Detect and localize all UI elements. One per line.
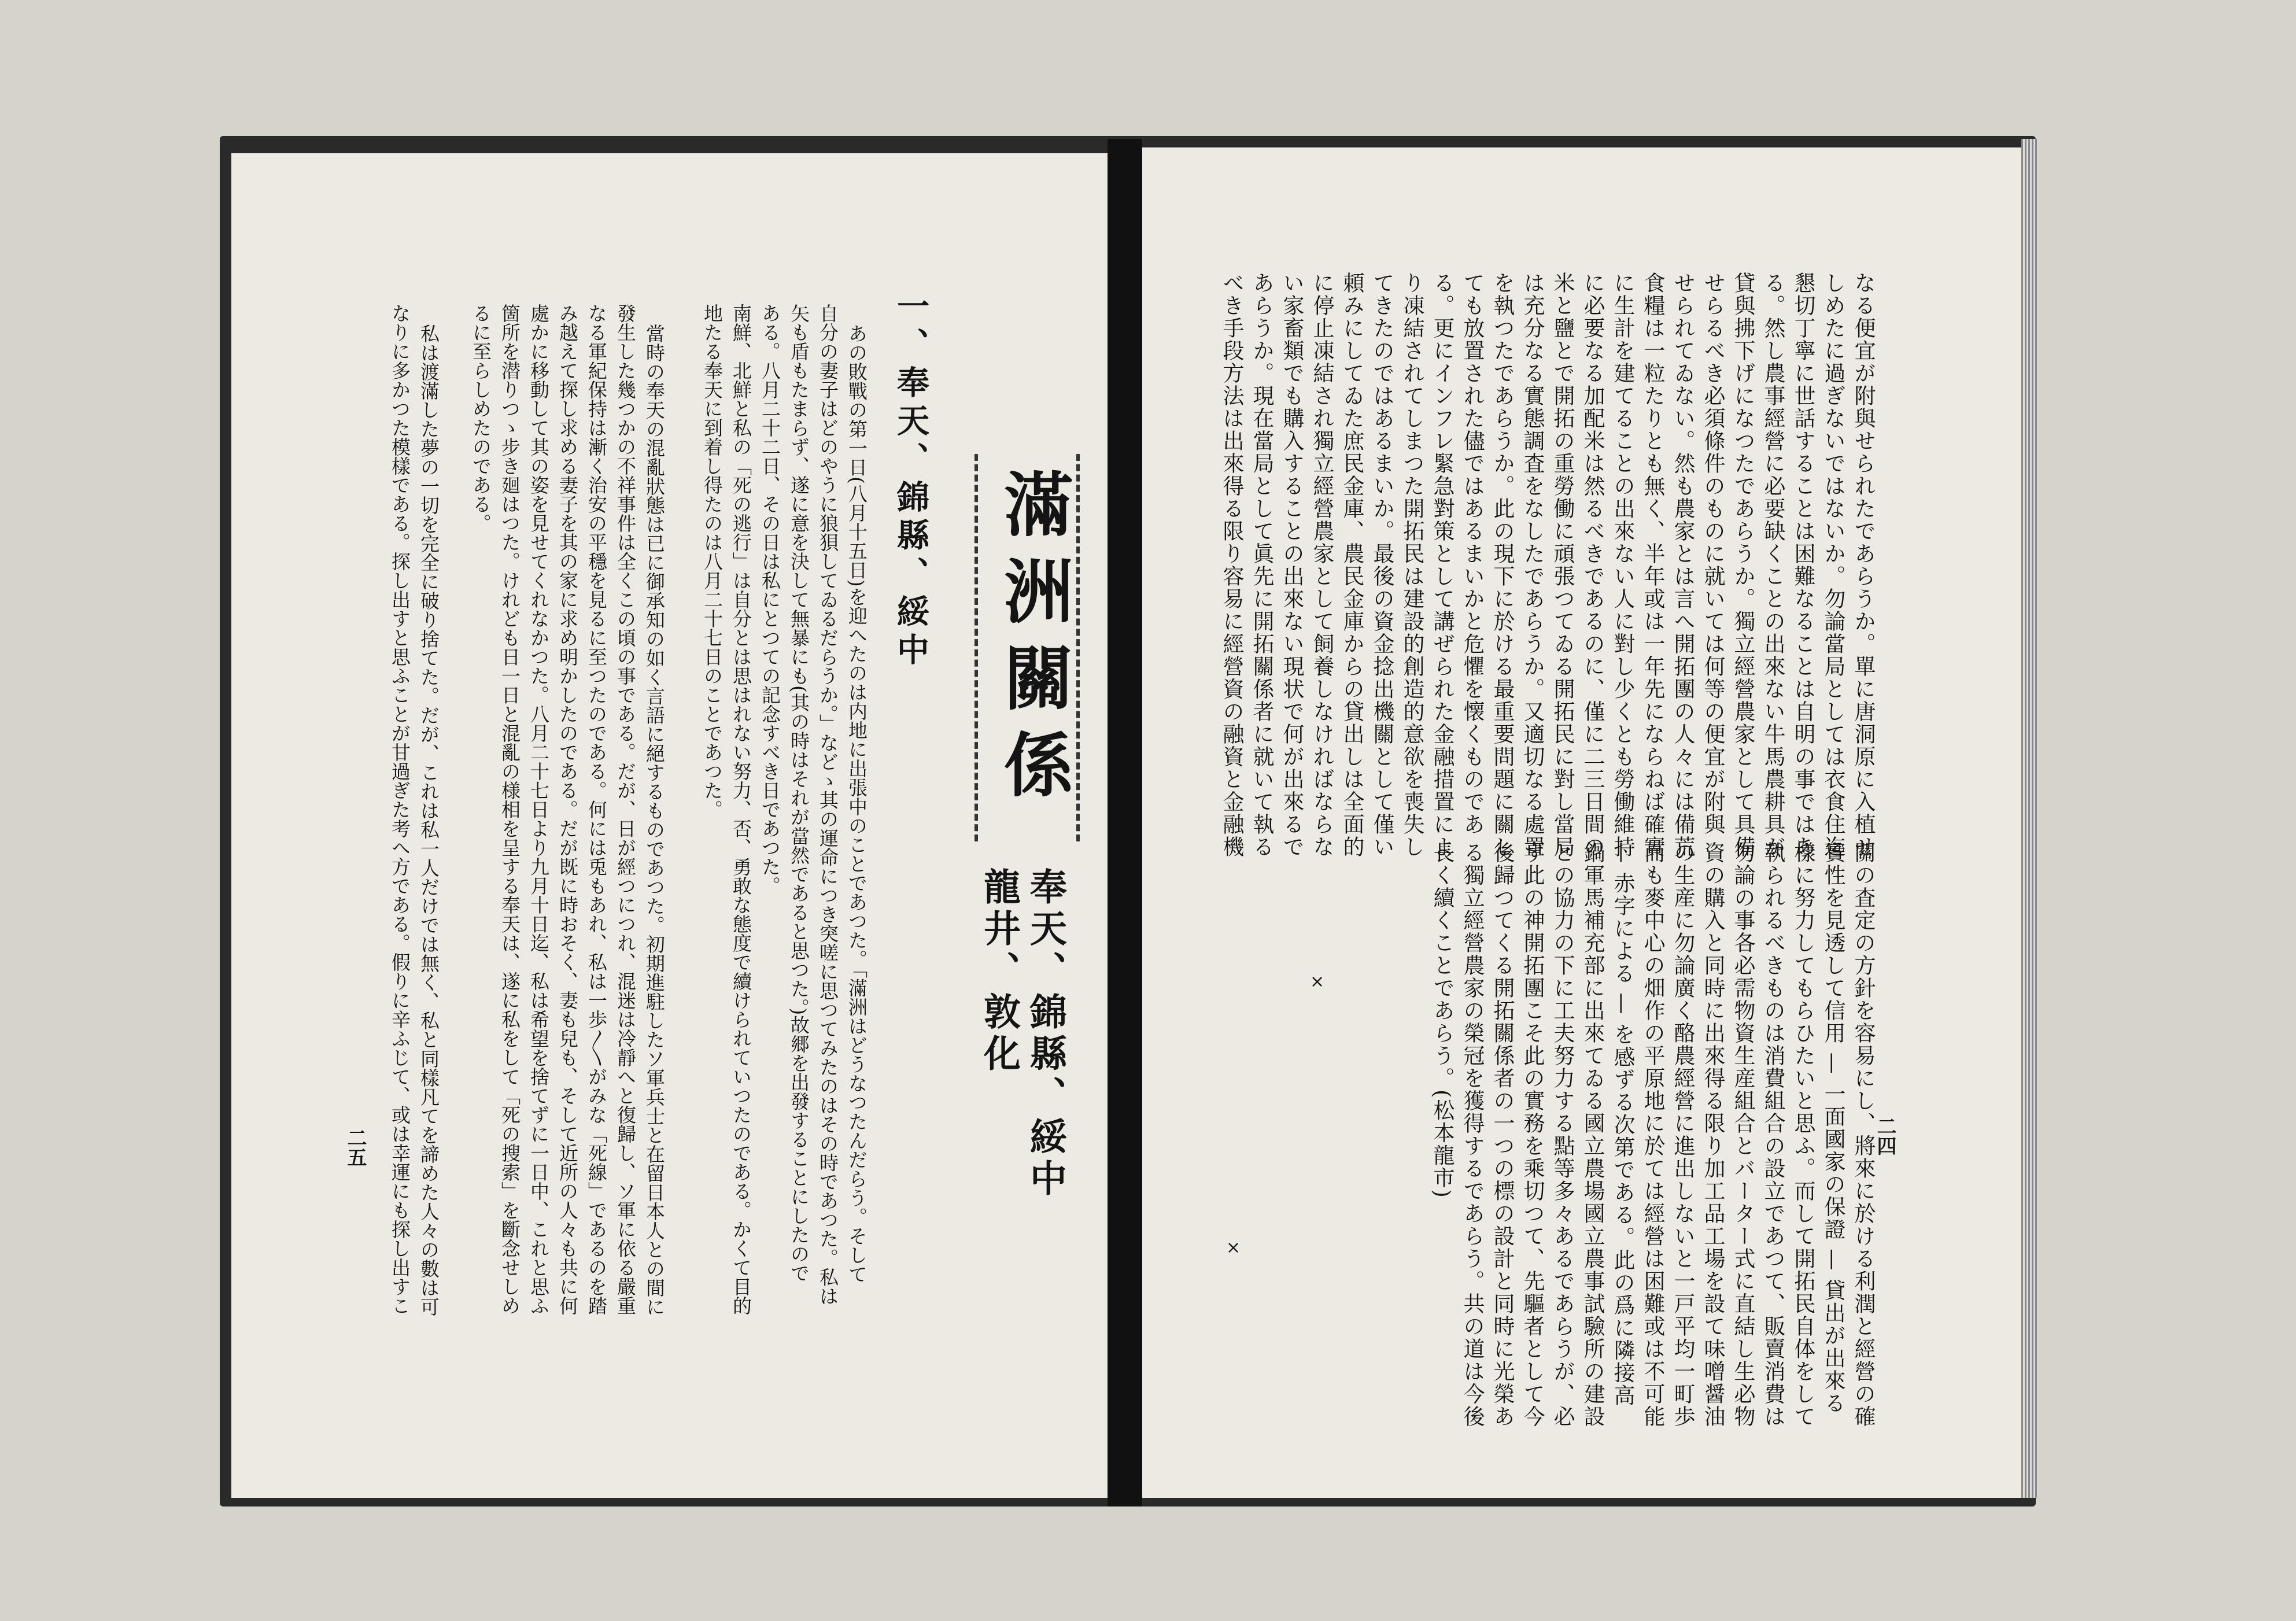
text-line: せられてゐない。然も農家とは言へ開拓團の人々には備荒 <box>1670 272 1695 858</box>
cross-mark: × <box>1226 1238 1241 1258</box>
byline-line-1: 奉天、錦縣、綏中 <box>1024 867 1067 1201</box>
text-line: に必要なる加配米は然るべきであるのに、僅に二三日間の <box>1580 272 1605 858</box>
text-line: 地たる奉天に到着し得たのは八月二十七日のことであつた。 <box>701 304 724 819</box>
text-line: 樣に努力してもらひたいと思ふ。而して開拓民自体をして <box>1791 841 1815 1428</box>
text-line: 執られるべきものは消費組合の設立であつて、販賣消費は <box>1760 841 1785 1428</box>
text-line: り凍結されてしまつた開拓民は建設的創造的意欲を喪失し <box>1400 272 1424 858</box>
text-line: る獨立經營農家の榮冠を獲得するであらう。共の道は今後 <box>1460 841 1485 1428</box>
text-line: なる軍紀保持は漸く治安の平穩を見るに至つたのである。何には兎もあれ、私は一歩〳〵がみな「死線」であるのを踏 <box>585 304 608 1315</box>
text-line: る。更にインフレ緊急對策として講ぜられた金融措置によ <box>1430 272 1455 858</box>
text-line: 箇所を潜りつゝ步き廻はつた。けれども日一日と混亂の様相を呈する奉天は、遂に私をして「死の搜索」を斷念せしめ <box>499 304 521 1315</box>
text-line: — 赤字による — を感ずる次第である。此の爲に隣接高 <box>1610 841 1635 1407</box>
text-line: との協力の下に工夫努力する點等多々あるであらうが、必 <box>1550 841 1575 1428</box>
text-line: 米と鹽とで開拓の重勞働に頑張つてゐる開拓民に對し當局 <box>1550 272 1575 858</box>
text-line: に停止凍結され獨立經營農家として飼養しなければならな <box>1309 272 1334 858</box>
text-line: 當時の奉天の混亂狀態は已に御承知の如く言語に絕するものであつた。初期進駐したソ軍兵士と在留日本人との間に <box>643 324 666 1316</box>
text-line: 而も麥中心の畑作の平原地に於ては經營は困難或は不可能 <box>1640 841 1665 1428</box>
text-line: てきたのではあるまいか。最後の資金捻出機關として僅い <box>1370 272 1394 858</box>
byline-line-2: 龍井、敦化 <box>977 867 1021 1076</box>
text-line: 長く續くことであらう。(松本龍市) <box>1430 841 1455 1199</box>
text-line: あらうか。現在當局として眞先に開拓關係者に就いて執る <box>1249 272 1274 858</box>
page-edges <box>2021 139 2037 1498</box>
text-line: しめたに過ぎないではないか。勿論當局としては衣食住迄 <box>1821 272 1845 858</box>
text-line: 資の購入と同時に出來得る限り加工品工場を設て味噌醤油 <box>1700 841 1725 1428</box>
text-line: るに至らしめたのである。 <box>470 304 492 533</box>
page-number-right: 二四 <box>1873 1116 1896 1155</box>
text-line: 發生した幾つかの不祥事件は全くこの頃の事である。だが、日が經つにつれ、混迷は冷靜へと復歸し、ソ軍に依る嚴重 <box>614 304 637 1315</box>
text-line: 矢も盾もたまらず、遂に意を決して無暴にも(其の時はそれが當然であると思つた。)故郷を出發することにしたので <box>788 304 810 1283</box>
text-line: 勿論の事各必需物資生産組合とバーター式に直結し生必物 <box>1730 841 1755 1428</box>
text-line: なる便宜が附與せられたであらうか。單に唐洞原に入植せ <box>1851 272 1876 858</box>
article-title: 滿洲關係 <box>992 468 1074 815</box>
text-line: 懇切丁寧に世話することは困難なることは自明の事ではあ <box>1791 272 1815 858</box>
text-line: ある。八月二十二日、その日は私にとつての記念すべき日であつた。 <box>759 304 781 895</box>
text-line: み越えて探し求める妻子を其の家に求め明かしたのである。だが既に時おそく、妻も兒も、そして近所の人々も共に何 <box>556 304 579 1315</box>
book-gutter <box>1108 139 1142 1506</box>
text-line: あの敗戰の第一日(八月十五日)を迎へたのは内地に出張中のことであつた。「滿洲はどうなつたんだらう。そして <box>846 324 868 1284</box>
text-line: なりに多かつた模樣である。探し出すと思ふことが甘過ぎた考へ方である。假りに辛ふじて、或は幸運にも探し出すこ <box>389 304 411 1315</box>
text-line: 自分の妻子はどのやうに狼狽してゐるだらうか。」などゝ其の運命につき突嗟に思つてみたのはその時であつた。私は <box>817 304 839 1306</box>
text-line: せらるべき必須條件のものに就いては何等の便宜が附與 <box>1700 272 1725 836</box>
text-line: 貸與拂下げになつたであらうか。獨立經營農家として具備 <box>1730 272 1755 858</box>
text-line: ても放置された儘ではあるまいかと危懼を懐くものであ <box>1460 272 1485 836</box>
text-line: ず此の神開拓團こそ此の實務を乘切つて、先驅者として今 <box>1520 841 1545 1428</box>
text-line: 食糧は一粒たりとも無く、半年或は一年先にならねば確實 <box>1640 272 1665 858</box>
text-line: 南鮮、北鮮と私の「死の逃行」は自分とは思はれない努力、否、勇敢な態度で續けられていつたのである。かくて目的 <box>730 304 752 1315</box>
cross-mark: × <box>1310 972 1325 992</box>
text-line: 後歸つてくる開拓關係者の一つの標の設計と同時に光榮あ <box>1490 841 1515 1428</box>
text-line: 私は渡滿した夢の一切を完全に破り捨てた。だが、これは私一人だけでは無く、私と同樣凡てを諦めた人々の數は可 <box>418 324 440 1316</box>
text-line: を執つたであらうか。此の現下に於ける最重要問題に關し <box>1490 272 1515 858</box>
text-line: べき手段方法は出來得る限り容易に經營資の融資と金融機 <box>1219 272 1244 858</box>
text-line: に生計を建てることの出來ない人に對し少くとも勞働維持 <box>1610 272 1635 858</box>
text-line: 實性を見透して信用 — 一面國家の保證 — 貸出が出來る <box>1821 841 1845 1415</box>
text-line: の生産に勿論廣く酪農經營に進出しないと一戸平均一町歩 <box>1670 841 1695 1428</box>
section-heading: 一、奉天、錦縣、綏中 <box>892 289 930 671</box>
text-line: 頼みにしてゐた庶民金庫、農民金庫からの貸出しは全面的 <box>1339 272 1364 858</box>
text-line: 處かに移動して其の姿を見せてくれなかつた。八月二十七日より九月十日迄、私は希望を捨てずに一日中、これと思ふ <box>527 304 550 1315</box>
text-line: る。然し農事經營に必要缺くことの出來ない牛馬農耕具が <box>1760 272 1785 858</box>
text-line: 關の査定の方針を容易にし、將來に於ける利潤と經營の確 <box>1851 841 1876 1428</box>
text-line: い家畜類でも購入することの出來ない現状で何が出來るで <box>1279 272 1304 858</box>
page-number-left: 二五 <box>344 1128 367 1167</box>
text-line: 鍋軍馬補充部に出來てゐる國立農場國立農事試驗所の建設 <box>1580 841 1605 1428</box>
text-line: は充分なる實態調査をなしたであらうか。又適切なる處置 <box>1520 272 1545 858</box>
